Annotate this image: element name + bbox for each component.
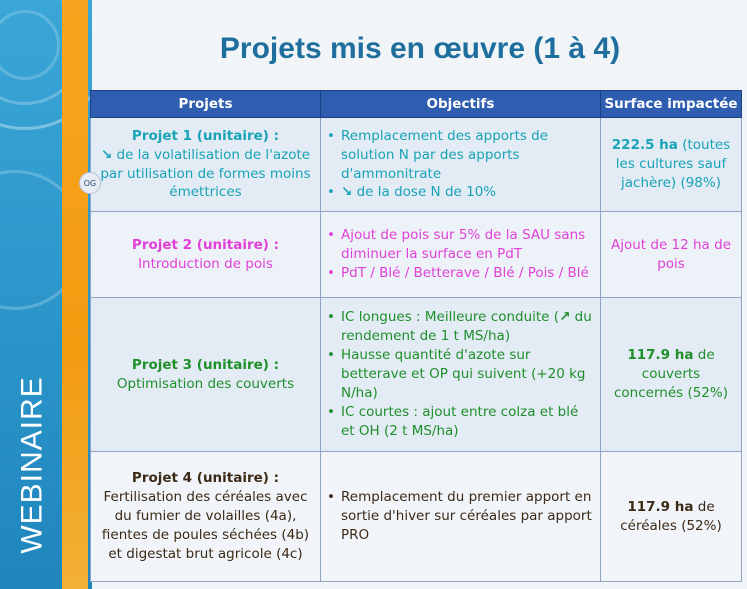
- objective-item: [327, 403, 594, 441]
- table-header-row: [91, 91, 742, 118]
- arrow-down-right-icon: ↘: [100, 146, 113, 163]
- orange-stripe: [62, 0, 88, 589]
- objective-item: [327, 183, 594, 202]
- surface-cell: [601, 298, 742, 452]
- project-title: Projet 1 (unitaire) :: [131, 127, 280, 144]
- project-description: Introduction de pois: [138, 255, 273, 272]
- surface-value: 117.9 ha: [627, 498, 694, 515]
- objective-text: IC courtes : ajout entre colza et blé et OH (2 t MS/ha): [341, 403, 579, 439]
- arrow-down-right-icon: ↘: [341, 184, 353, 201]
- surface-cell: [601, 212, 742, 298]
- surface-cell: [601, 452, 742, 582]
- objective-text: Remplacement des apports de solution N par des apports d'ammonitrate: [341, 127, 549, 182]
- project-cell: [91, 298, 321, 452]
- objectives-cell: [321, 118, 601, 212]
- objectives-cell: [321, 298, 601, 452]
- objective-text: de la dose N de 10%: [356, 184, 497, 201]
- objectives-cell: [321, 452, 601, 582]
- objective-text: Remplacement du premier apport en sortie d'hiver sur céréales par apport PRO: [341, 489, 592, 543]
- objective-item: [327, 346, 594, 403]
- surface-value: 222.5 ha: [611, 137, 678, 154]
- table-row: [91, 298, 742, 452]
- surface-cell: [601, 118, 742, 212]
- surface-text: de céréales (52%): [620, 498, 722, 534]
- project-cell: [91, 212, 321, 298]
- surface-text: (toutes les cultures sauf jachère) (98%): [615, 137, 731, 191]
- arrow-up-right-icon: ↗: [559, 309, 571, 326]
- table-row: [91, 452, 742, 582]
- header-surface: Surface impactée: [601, 91, 742, 118]
- project-cell: [91, 452, 321, 582]
- og-badge[interactable]: OG: [79, 172, 101, 194]
- surface-text: Ajout de 12 ha de pois: [610, 236, 732, 272]
- surface-text: de couverts concernés (52%): [613, 347, 728, 401]
- header-projets: Projets: [91, 91, 321, 118]
- surface-value: 117.9 ha: [627, 347, 694, 364]
- objective-item: [327, 127, 594, 184]
- project-description: Optimisation des couverts: [116, 375, 295, 392]
- header-objectifs: Objectifs: [321, 91, 601, 118]
- objective-text: du rendement de 1 t MS/ha): [341, 309, 592, 345]
- project-description: Fertilisation des céréales avec du fumier de volailles (4a), fientes de poules séchées (4b) et digestat brut agricole (4c): [101, 489, 310, 562]
- objective-item: [327, 226, 594, 264]
- webinar-label-text: WEBINAIRE: [16, 376, 50, 554]
- project-title: Projet 3 (unitaire) :: [131, 356, 280, 373]
- project-title: Projet 2 (unitaire) :: [131, 236, 280, 253]
- table-row: [91, 212, 742, 298]
- objectives-cell: [321, 212, 601, 298]
- project-description: de la volatilisation de l'azote par utilisation de formes moins émettrices: [100, 146, 311, 201]
- objective-item: [327, 264, 594, 283]
- objective-item: [327, 488, 594, 545]
- webinar-label: [8, 360, 58, 570]
- sidebar-band: [0, 0, 92, 589]
- objective-text: PdT / Blé / Betterave / Blé / Pois / Blé: [341, 264, 589, 281]
- objective-text: Ajout de pois sur 5% de la SAU sans diminuer la surface en PdT: [341, 227, 586, 263]
- page-title: Projets mis en œuvre (1 à 4): [219, 32, 621, 65]
- objective-item: [327, 308, 594, 346]
- table-row: [91, 118, 742, 212]
- projects-table: [90, 90, 742, 582]
- objective-text: Hausse quantité d'azote sur betterave et OP qui suivent (+20 kg N/ha): [341, 347, 586, 401]
- project-title: Projet 4 (unitaire) :: [131, 470, 280, 487]
- project-cell: [91, 118, 321, 212]
- objective-text: IC longues : Meilleure conduite (: [341, 309, 560, 326]
